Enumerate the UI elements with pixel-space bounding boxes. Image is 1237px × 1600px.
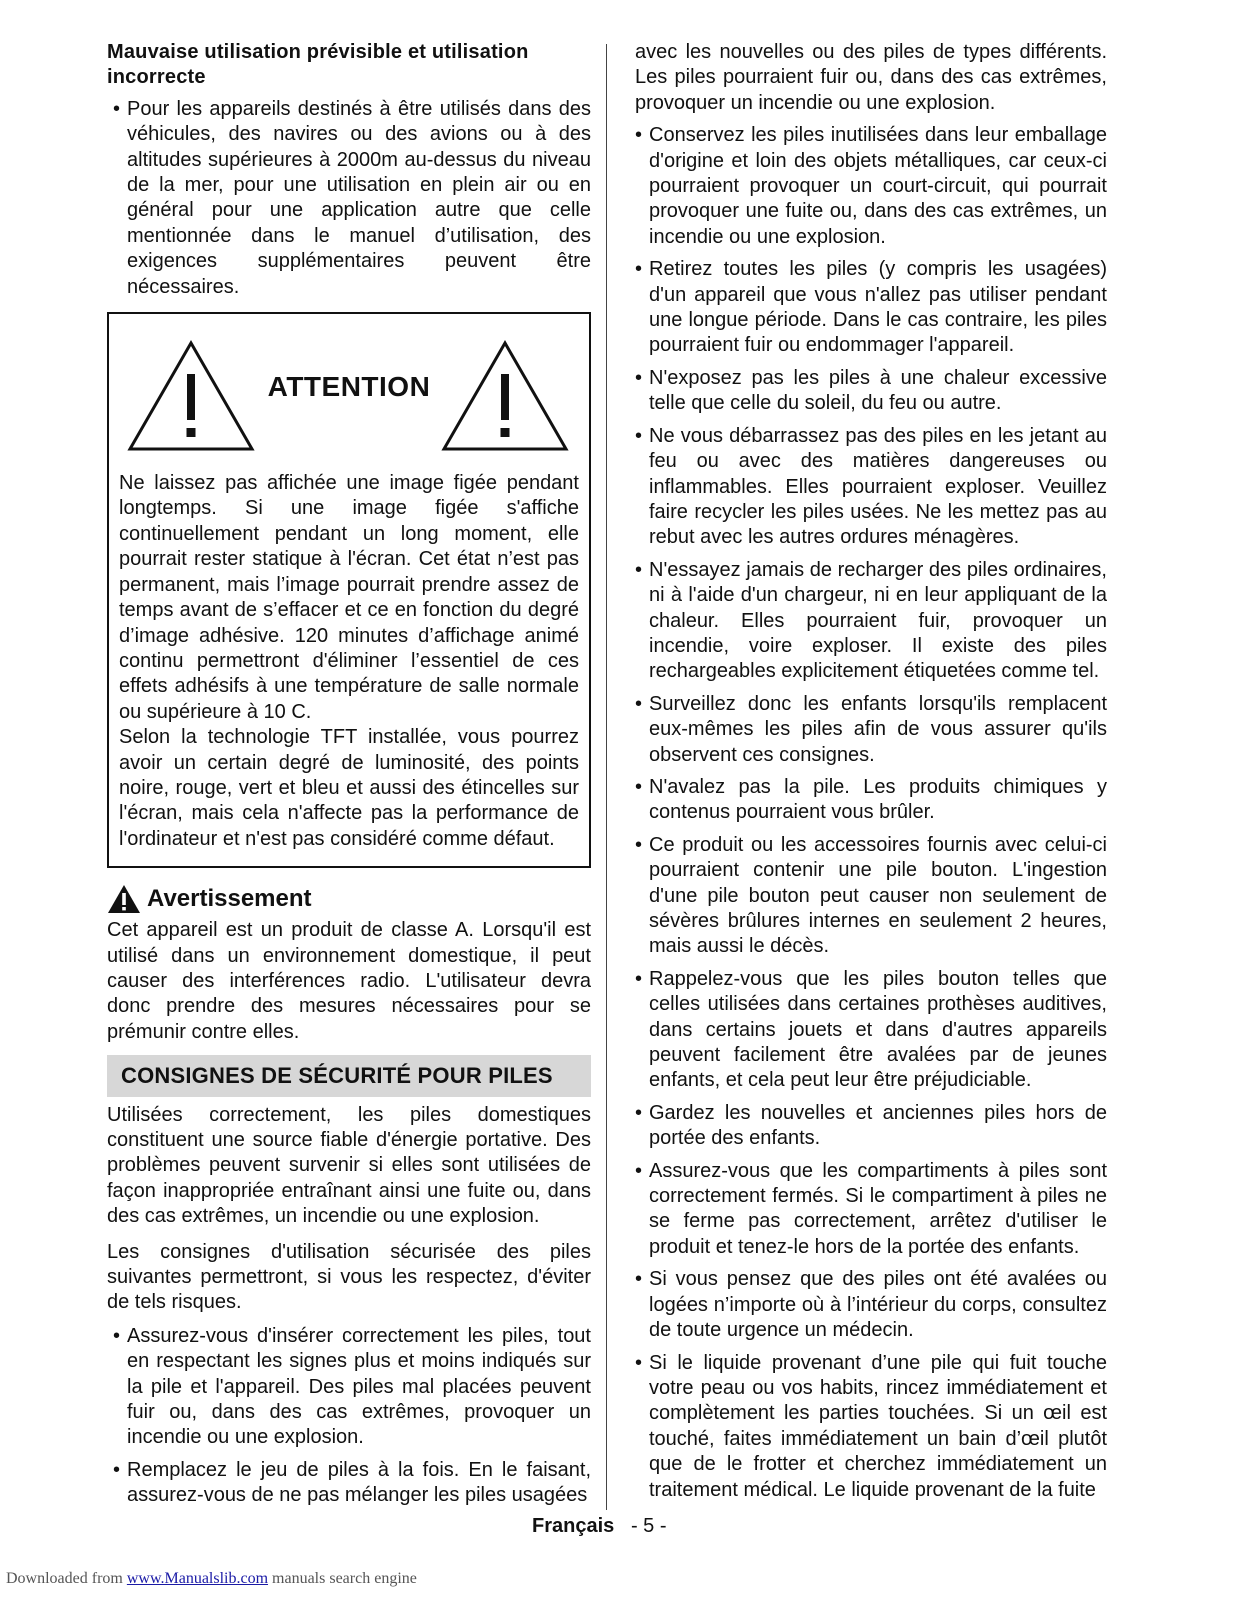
list-item: • Surveillez donc les enfants lorsqu'ils remplacent eux-mêmes les piles afin de vous assurer qu'ils observent ces consignes. bbox=[635, 692, 1107, 768]
warning-triangle-icon bbox=[441, 340, 569, 452]
warning-heading bbox=[107, 884, 591, 914]
warning-title: Avertissement bbox=[147, 885, 312, 913]
download-prefix: Downloaded from bbox=[6, 1570, 127, 1587]
battery-list-left bbox=[107, 1324, 591, 1509]
warning-icon bbox=[107, 884, 141, 914]
battery-section-title: CONSIGNES DE SÉCURITÉ POUR PILES bbox=[107, 1055, 591, 1096]
page-number: - 5 - bbox=[630, 1515, 667, 1537]
list-item: • Ce produit ou les accessoires fournis avec celui-ci pourraient contenir une pile bouton. L'ingestion d'une pile bouton peut causer non seulement de sévères brûlures internes en seulement 2 heures, mais aussi le décès. bbox=[635, 833, 1107, 960]
list-item: • N'essayez jamais de recharger des piles ordinaires, ni à l'aide d'un chargeur, ni en leur appliquant de la chaleur. Elles pourraient fuir, provoquer un incendie, voire exploser. Il existe des piles rechargeables explicitement étiquetées comme tel. bbox=[635, 558, 1107, 685]
list-item: • Pour les appareils destinés à être utilisés dans des véhicules, des navires ou des avions ou à des altitudes supérieures à 2000m au-dessus du niveau de la mer, pour une utilisation en plein air ou en général pour une application autre que celle mentionnée dans le manuel d’utilisation, des exigences supplémentaires peuvent être nécessaires. bbox=[113, 97, 591, 300]
footer-language: Français bbox=[532, 1515, 615, 1537]
battery-intro-1: Utilisées correctement, les piles domestiques constituent une source fiable d'énergie portative. Des problèmes peuvent survenir si elles sont utilisées de façon inappropriée entraînant ainsi une fuite ou, dans des cas extrêmes, un incendie ou une explosion. bbox=[107, 1103, 591, 1228]
column-divider bbox=[606, 44, 607, 1510]
list-item: • Assurez-vous d'insérer correctement les piles, tout en respectant les signes plus et moins indiqués sur la pile et l'appareil. Des piles mal placées peuvent fuir ou, dans des cas extrêmes, provoquer un incendie ou une explosion. bbox=[113, 1324, 591, 1451]
attention-text-1: Ne laissez pas affichée une image figée pendant longtemps. Si une image figée s'affiche continuellement pendant un long moment, elle pourrait rester statique à l'écran. Cet état n’est pas permanent, mais l’image pourrait prendre assez de temps avant de s’effacer et ce en fonction du degré d’image adhésive. 120 minutes d’affichage animé continu permettront d'éliminer l’essentiel de ces effets adhésifs à une température de salle normale ou supérieure à 10 C. bbox=[119, 472, 579, 723]
battery-list-right bbox=[635, 123, 1107, 1503]
misuse-heading: Mauvaise utilisation prévisible et utilisation incorrecte bbox=[107, 41, 529, 89]
continuation-text: avec les nouvelles ou des piles de types différents. Les piles pourraient fuir ou, dans des cas extrêmes, provoquer un incendie ou une explosion. bbox=[635, 41, 1107, 114]
list-item: • Si vous pensez que des piles ont été avalées ou logées n’importe où à l’intérieur du corps, consultez de toute urgence un médecin. bbox=[635, 1267, 1107, 1343]
manualslib-link[interactable]: www.Manualslib.com bbox=[126, 1570, 269, 1587]
list-item: • N'exposez pas les piles à une chaleur excessive telle que celle du soleil, du feu ou autre. bbox=[635, 366, 1107, 417]
list-item: • Rappelez-vous que les piles bouton telles que celles utilisées dans certaines prothèses auditives, dans certains jouets et dans d'autres appareils peuvent facilement être avalées par de jeunes enfants, et cela peut leur être préjudiciable. bbox=[635, 967, 1107, 1094]
download-suffix: manuals search engine bbox=[268, 1570, 417, 1587]
list-item: • N'avalez pas la pile. Les produits chimiques y contenus pourraient vous brûler. bbox=[635, 775, 1107, 826]
attention-title: ATTENTION bbox=[267, 371, 431, 403]
left-column bbox=[107, 40, 591, 1516]
list-item: • Conservez les piles inutilisées dans leur emballage d'origine et loin des objets métalliques, car ceux-ci pourraient provoquer un court-circuit, qui pourrait provoquer une fuite ou, dans des cas extrêmes, un incendie ou une explosion. bbox=[635, 123, 1107, 250]
right-column bbox=[635, 40, 1107, 1510]
list-item: • Remplacez le jeu de piles à la fois. En le faisant, assurez-vous de ne pas mélanger les piles usagées bbox=[113, 1458, 591, 1509]
list-item: • Gardez les nouvelles et anciennes piles hors de portée des enfants. bbox=[635, 1101, 1107, 1152]
list-item: • Retirez toutes les piles (y compris les usagées) d'un appareil que vous n'allez pas utiliser pendant une longue période. Dans le cas contraire, les piles pourraient fuir ou endommager l'appareil. bbox=[635, 257, 1107, 359]
page-footer bbox=[532, 1515, 667, 1538]
download-notice bbox=[6, 1570, 417, 1588]
attention-header bbox=[119, 336, 579, 471]
list-item: • Si le liquide provenant d’une pile qui fuit touche votre peau ou vos habits, rincez immédiatement et complètement les parties touchées. Si un œil est touché, faites immédiatement un bain d’œil plutôt que de le frotter et cherchez immédiatement un traitement médical. Le liquide provenant de la fuite bbox=[635, 1351, 1107, 1503]
warning-text: Cet appareil est un produit de classe A. Lorsqu'il est utilisé dans un environnement domestique, il peut causer des interférences radio. L'utilisateur devra donc prendre des mesures nécessaires pour se prémunir contre elles. bbox=[107, 919, 591, 1043]
attention-box bbox=[107, 312, 591, 868]
battery-intro-2: Les consignes d'utilisation sécurisée des piles suivantes permettront, si vous les respectez, d'éviter de tels risques. bbox=[107, 1240, 591, 1314]
misuse-list bbox=[107, 97, 591, 300]
attention-text-2: Selon la technologie TFT installée, vous pourrez avoir un certain degré de luminosité, des points noire, rouge, vert et bleu et aussi des étincelles sur l'écran, mais cela n'affecte pas la performance de l'ordinateur et n'est pas considéré comme défaut. bbox=[119, 726, 579, 850]
list-item: • Assurez-vous que les compartiments à piles sont correctement fermés. Si le compartiment à piles ne se ferme pas correctement, arrêtez d'utiliser le produit et tenez-le hors de la portée des enfants. bbox=[635, 1159, 1107, 1261]
list-item: • Ne vous débarrassez pas des piles en les jetant au feu ou avec des matières dangereuses ou inflammables. Elles pourraient exploser. Veuillez faire recycler les piles usées. Ne les mettez pas au rebut avec les autres ordures ménagères. bbox=[635, 424, 1107, 551]
